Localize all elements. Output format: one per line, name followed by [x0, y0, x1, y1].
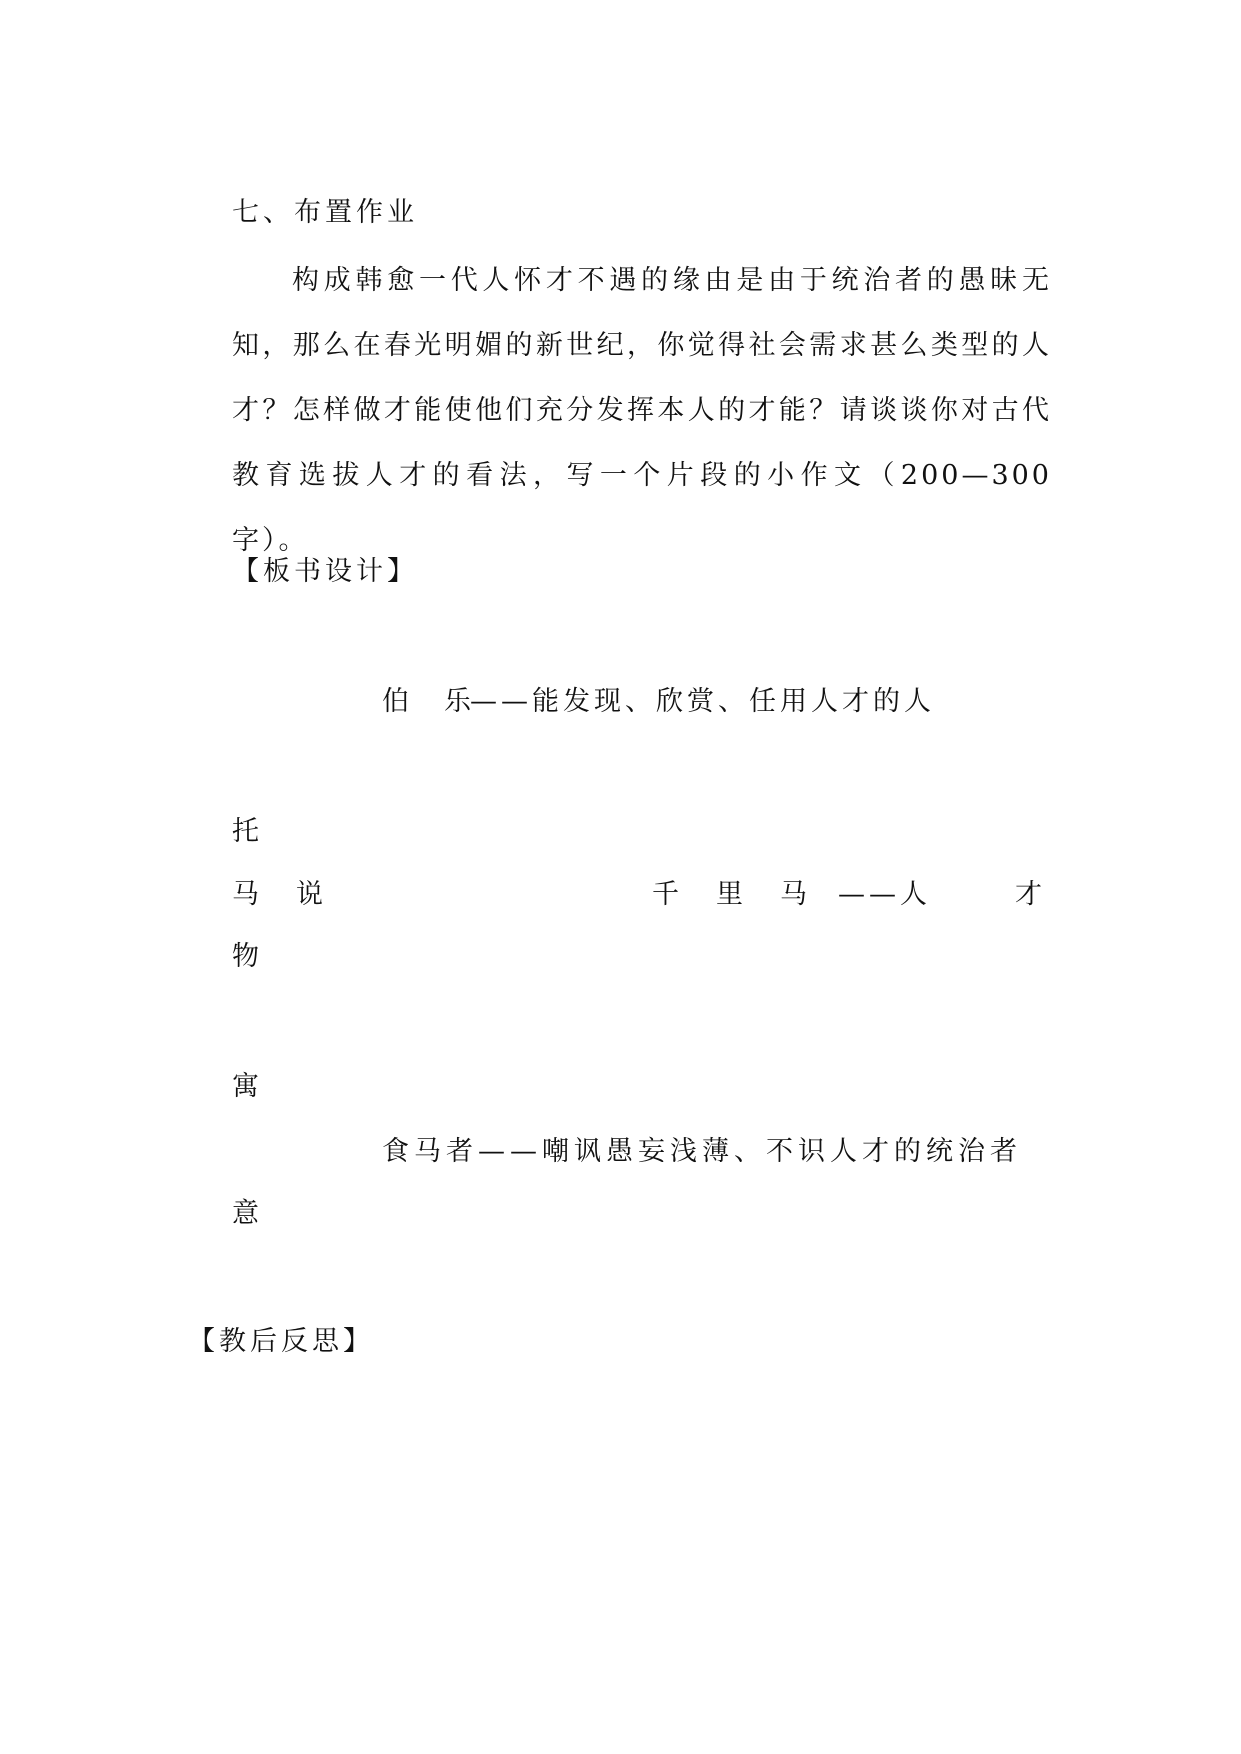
vertical-char-yi: 意	[232, 1198, 263, 1229]
vertical-char-wu: 物	[232, 941, 263, 972]
shimazhe-line: 食马者——嘲讽愚妄浅薄、不识人才的统治者	[382, 1136, 1022, 1167]
qianlima-char-qian: 千	[652, 879, 683, 910]
section-heading-homework: 七、布置作业	[232, 197, 418, 228]
qianlima-char-li: 里	[716, 879, 747, 910]
qianlima-char-cai: 才	[1015, 879, 1046, 910]
title-char-ma: 马	[232, 879, 263, 910]
qianlima-dash-ren: ——人	[838, 879, 931, 910]
homework-paragraph-text: 构成韩愈一代人怀才不遇的缘由是由于统治者的愚昧无知，那么在春光明媚的新世纪，你觉得社会需求甚么类型的人才？怎样做才能使他们充分发挥本人的才能？请谈谈你对古代教育选拔人才的看法，写一个片段的小作文（200—300字）。	[232, 265, 1052, 556]
bole-name: 伯 乐	[382, 686, 475, 717]
vertical-char-yu: 寓	[232, 1071, 263, 1102]
qianlima-char-ma: 马	[780, 879, 811, 910]
reflection-heading: 【教后反思】	[188, 1326, 374, 1357]
vertical-char-tuo: 托	[232, 816, 263, 847]
board-design-heading: 【板书设计】	[232, 556, 418, 587]
homework-paragraph	[232, 248, 1052, 573]
title-char-shuo: 说	[296, 879, 327, 910]
bole-meaning: ——能发现、欣赏、任用人才的人	[470, 686, 935, 717]
